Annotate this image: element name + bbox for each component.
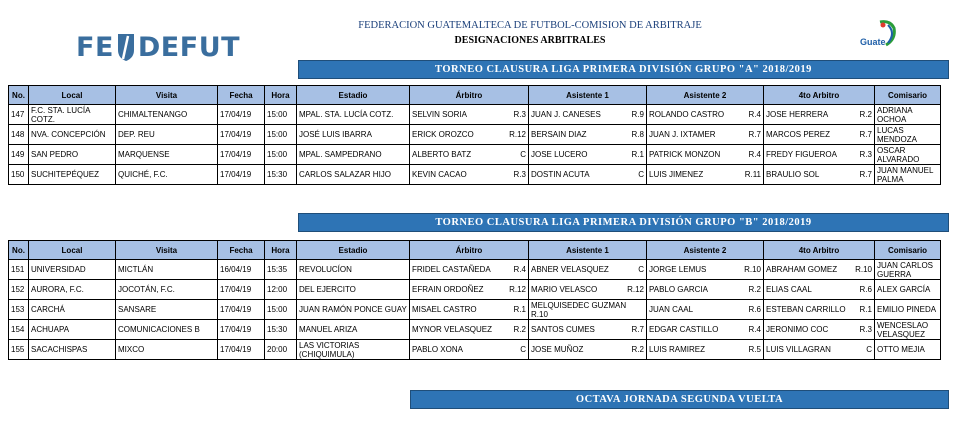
group-a-table <box>8 85 941 185</box>
jornada-banner: OCTAVA JORNADA SEGUNDA VUELTA <box>410 390 949 409</box>
cell-estadio: JUAN RAMÓN PONCE GUAY <box>297 300 410 320</box>
cell-asis1 <box>529 105 647 125</box>
cell-fecha: 16/04/19 <box>218 260 265 280</box>
cell-asis1 <box>529 300 647 320</box>
asis2-name: EDGAR CASTILLO <box>649 325 719 334</box>
column-header: Local <box>29 86 116 105</box>
cell-estadio: DEL EJERCITO <box>297 280 410 300</box>
asis1-region: R.8 <box>631 130 644 139</box>
cell-no: 148 <box>9 125 29 145</box>
group-a-banner: TORNEO CLAUSURA LIGA PRIMERA DIVISIÓN GRUPO "A" 2018/2019 <box>298 60 949 79</box>
cuarto-name: ABRAHAM GOMEZ <box>766 265 838 274</box>
asis1-name: MARIO VELASCO <box>531 285 598 294</box>
arbitro-region: R.2 <box>513 325 526 334</box>
table-row <box>9 280 941 300</box>
table-header <box>9 86 941 105</box>
arbitro-name: ERICK OROZCO <box>412 130 474 139</box>
cell-estadio: CARLOS SALAZAR HIJO <box>297 165 410 185</box>
arbitro-name: KEVIN CACAO <box>412 170 467 179</box>
fedefut-logo <box>76 28 246 66</box>
cuarto-name: JOSE HERRERA <box>766 110 829 119</box>
column-header: No. <box>9 86 29 105</box>
cell-asis1 <box>529 125 647 145</box>
column-header: Asistente 1 <box>529 241 647 260</box>
cell-visita: JOCOTÁN, F.C. <box>116 280 218 300</box>
cell-fecha: 17/04/19 <box>218 340 265 360</box>
cell-comisario: JUAN CARLOS GUERRA <box>875 260 941 280</box>
asis1-region: R.2 <box>631 345 644 354</box>
cell-estadio: LAS VICTORIAS (CHIQUIMULA) <box>297 340 410 360</box>
cuarto-name: ELIAS CAAL <box>766 285 812 294</box>
cell-asis1 <box>529 340 647 360</box>
cell-local: ACHUAPA <box>29 320 116 340</box>
cell-fecha: 17/04/19 <box>218 300 265 320</box>
cuarto-region: R.10 <box>855 265 872 274</box>
table-header <box>9 241 941 260</box>
cell-cuarto <box>764 320 875 340</box>
column-header: Visita <box>116 86 218 105</box>
table-row <box>9 260 941 280</box>
cuarto-region: R.6 <box>859 285 872 294</box>
cell-no: 154 <box>9 320 29 340</box>
column-header: 4to Arbitro <box>764 86 875 105</box>
asis2-name: PABLO GARCIA <box>649 285 708 294</box>
cuarto-region: R.1 <box>859 305 872 314</box>
asis1-region: C <box>638 265 644 274</box>
cell-hora: 15:00 <box>265 300 297 320</box>
group-b-table <box>8 240 941 360</box>
cell-hora: 15:35 <box>265 260 297 280</box>
cell-arbitro <box>410 300 529 320</box>
column-header: Fecha <box>218 86 265 105</box>
cuarto-name: ESTEBAN CARRILLO <box>766 305 846 314</box>
asis1-name: JOSE MUÑOZ <box>531 345 584 354</box>
cell-asis2 <box>647 320 764 340</box>
asis1-name: DOSTIN ACUTA <box>531 170 590 179</box>
cell-estadio: JOSÉ LUIS IBARRA <box>297 125 410 145</box>
arbitro-region: C <box>520 150 526 159</box>
cell-no: 152 <box>9 280 29 300</box>
column-header: Asistente 2 <box>647 86 764 105</box>
cuarto-region: R.7 <box>859 170 872 179</box>
column-header: Estadio <box>297 86 410 105</box>
asis1-name: MELQUISEDEC GUZMAN R.10 <box>531 300 627 319</box>
cell-visita: SANSARE <box>116 300 218 320</box>
cell-visita: DEP. REU <box>116 125 218 145</box>
table-row <box>9 145 941 165</box>
column-header: Visita <box>116 241 218 260</box>
table-row <box>9 105 941 125</box>
cell-asis2 <box>647 300 764 320</box>
arbitro-region: R.3 <box>513 170 526 179</box>
asis2-region: R.10 <box>744 265 761 274</box>
arbitro-name: PABLO XONA <box>412 345 463 354</box>
cell-arbitro <box>410 280 529 300</box>
cell-cuarto <box>764 280 875 300</box>
asis2-region: R.4 <box>748 325 761 334</box>
cell-asis2 <box>647 340 764 360</box>
cuarto-name: MARCOS PEREZ <box>766 130 831 139</box>
cell-arbitro <box>410 340 529 360</box>
cell-asis2 <box>647 145 764 165</box>
cell-hora: 15:30 <box>265 320 297 340</box>
cell-fecha: 17/04/19 <box>218 320 265 340</box>
cell-asis2 <box>647 165 764 185</box>
cuarto-name: JERONIMO COC <box>766 325 829 334</box>
asis2-region: R.4 <box>748 110 761 119</box>
arbitro-region: R.12 <box>509 130 526 139</box>
cell-cuarto <box>764 105 875 125</box>
cell-no: 155 <box>9 340 29 360</box>
cell-comisario: ALEX GARCÍA <box>875 280 941 300</box>
table-body <box>9 260 941 360</box>
arbitro-name: EFRAIN ORDOÑEZ <box>412 285 484 294</box>
asis1-region: R.7 <box>631 325 644 334</box>
cell-comisario: EMILIO PINEDA <box>875 300 941 320</box>
asis2-name: JUAN CAAL <box>649 305 694 314</box>
arbitro-region: R.12 <box>509 285 526 294</box>
asis2-name: ROLANDO CASTRO <box>649 110 725 119</box>
cuarto-name: FREDY FIGUEROA <box>766 150 837 159</box>
cell-arbitro <box>410 260 529 280</box>
column-header: Estadio <box>297 241 410 260</box>
cell-no: 151 <box>9 260 29 280</box>
cell-visita: QUICHÉ, F.C. <box>116 165 218 185</box>
cell-no: 153 <box>9 300 29 320</box>
cell-asis1 <box>529 320 647 340</box>
asis1-name: SANTOS CUMES <box>531 325 595 334</box>
cell-hora: 20:00 <box>265 340 297 360</box>
cell-fecha: 17/04/19 <box>218 145 265 165</box>
column-header: Asistente 1 <box>529 86 647 105</box>
cuarto-region: R.3 <box>859 325 872 334</box>
arbitro-name: FRIDEL CASTAÑEDA <box>412 265 491 274</box>
cell-cuarto <box>764 300 875 320</box>
column-header: Asistente 2 <box>647 241 764 260</box>
logo-text-left: FE <box>76 31 114 63</box>
cell-local: F.C. STA. LUCÍA COTZ. <box>29 105 116 125</box>
cell-cuarto <box>764 260 875 280</box>
column-header: 4to Arbitro <box>764 241 875 260</box>
cell-hora: 12:00 <box>265 280 297 300</box>
cell-estadio: REVOLUCÍON <box>297 260 410 280</box>
asis1-name: ABNER VELASQUEZ <box>531 265 609 274</box>
table-row <box>9 125 941 145</box>
arbitro-name: MISAEL CASTRO <box>412 305 477 314</box>
guate-text: Guate <box>860 37 886 47</box>
cell-cuarto <box>764 145 875 165</box>
cell-cuarto <box>764 125 875 145</box>
column-header: Hora <box>265 241 297 260</box>
column-header: Árbitro <box>410 241 529 260</box>
cell-local: UNIVERSIDAD <box>29 260 116 280</box>
cell-comisario: OTTO MEJIA <box>875 340 941 360</box>
federation-title: FEDERACION GUATEMALTECA DE FUTBOL-COMISION DE ARBITRAJE <box>358 20 702 31</box>
cell-asis2 <box>647 260 764 280</box>
cell-local: SACACHISPAS <box>29 340 116 360</box>
logo-text-right: DEFUT <box>137 31 241 63</box>
cell-fecha: 17/04/19 <box>218 125 265 145</box>
cell-estadio: MPAL. SAMPEDRANO <box>297 145 410 165</box>
asis1-name: JOSE LUCERO <box>531 150 588 159</box>
asis2-name: JORGE LEMUS <box>649 265 707 274</box>
table-row <box>9 320 941 340</box>
asis2-region: R.2 <box>748 285 761 294</box>
cell-estadio: MPAL. STA. LUCÍA COTZ. <box>297 105 410 125</box>
cell-arbitro <box>410 125 529 145</box>
header-row <box>9 86 941 105</box>
cell-local: SUCHITEPÉQUEZ <box>29 165 116 185</box>
cuarto-region: R.2 <box>859 110 872 119</box>
column-header: Fecha <box>218 241 265 260</box>
cell-arbitro <box>410 145 529 165</box>
cell-asis1 <box>529 260 647 280</box>
cell-comisario: LUCAS MENDOZA <box>875 125 941 145</box>
table-row <box>9 340 941 360</box>
cell-hora: 15:00 <box>265 105 297 125</box>
asis1-region: R.1 <box>631 150 644 159</box>
cell-comisario: ADRIANA OCHOA <box>875 105 941 125</box>
cell-arbitro <box>410 320 529 340</box>
cell-cuarto <box>764 165 875 185</box>
cell-visita: MICTLÁN <box>116 260 218 280</box>
cell-no: 150 <box>9 165 29 185</box>
asis2-name: JUAN J. IXTAMER <box>649 130 716 139</box>
cell-asis2 <box>647 125 764 145</box>
arbitro-region: R.1 <box>513 305 526 314</box>
column-header: Local <box>29 241 116 260</box>
cell-local: SAN PEDRO <box>29 145 116 165</box>
cell-no: 147 <box>9 105 29 125</box>
arbitro-region: R.3 <box>513 110 526 119</box>
cell-estadio: MANUEL ARIZA <box>297 320 410 340</box>
cell-asis2 <box>647 280 764 300</box>
table-row <box>9 165 941 185</box>
column-header: Comisario <box>875 86 941 105</box>
cell-visita: MARQUENSE <box>116 145 218 165</box>
cuarto-name: BRAULIO SOL <box>766 170 820 179</box>
cell-asis1 <box>529 165 647 185</box>
cell-asis1 <box>529 280 647 300</box>
asis1-name: JUAN J. CANESES <box>531 110 601 119</box>
cell-fecha: 17/04/19 <box>218 165 265 185</box>
asis2-name: LUIS RAMIREZ <box>649 345 706 354</box>
header-row <box>9 241 941 260</box>
designations-title: DESIGNACIONES ARBITRALES <box>454 35 606 46</box>
cuarto-region: R.3 <box>859 150 872 159</box>
cell-fecha: 17/04/19 <box>218 280 265 300</box>
cell-hora: 15:30 <box>265 165 297 185</box>
arbitro-region: R.4 <box>513 265 526 274</box>
column-header: Árbitro <box>410 86 529 105</box>
arbitro-name: ALBERTO BATZ <box>412 150 472 159</box>
cell-comisario: JUAN MANUEL PALMA <box>875 165 941 185</box>
cell-comisario: WENCESLAO VELASQUEZ <box>875 320 941 340</box>
asis2-region: R.7 <box>748 130 761 139</box>
arbitro-name: MYNOR VELASQUEZ <box>412 325 493 334</box>
cuarto-region: C <box>866 345 872 354</box>
cell-asis2 <box>647 105 764 125</box>
cuarto-name: LUIS VILLAGRAN <box>766 345 831 354</box>
column-header: Hora <box>265 86 297 105</box>
column-header: Comisario <box>875 241 941 260</box>
cell-hora: 15:00 <box>265 145 297 165</box>
asis2-region: R.11 <box>744 170 761 179</box>
column-header: No. <box>9 241 29 260</box>
cell-hora: 15:00 <box>265 125 297 145</box>
cell-visita: CHIMALTENANGO <box>116 105 218 125</box>
cell-local: AURORA, F.C. <box>29 280 116 300</box>
asis2-region: R.4 <box>748 150 761 159</box>
asis2-name: PATRICK MONZON <box>649 150 721 159</box>
asis1-region: C <box>638 170 644 179</box>
group-b-banner: TORNEO CLAUSURA LIGA PRIMERA DIVISIÓN GRUPO "B" 2018/2019 <box>298 213 949 232</box>
arbitro-name: SELVIN SORIA <box>412 110 467 119</box>
cuarto-region: R.7 <box>859 130 872 139</box>
cell-arbitro <box>410 165 529 185</box>
asis2-region: R.5 <box>748 345 761 354</box>
asis2-region: R.6 <box>748 305 761 314</box>
guate-logo <box>858 19 898 53</box>
arbitro-region: C <box>520 345 526 354</box>
cell-comisario: OSCAR ALVARADO <box>875 145 941 165</box>
cell-visita: MIXCO <box>116 340 218 360</box>
cell-local: NVA. CONCEPCIÓN <box>29 125 116 145</box>
cell-asis1 <box>529 145 647 165</box>
cell-cuarto <box>764 340 875 360</box>
cell-fecha: 17/04/19 <box>218 105 265 125</box>
cell-no: 149 <box>9 145 29 165</box>
cell-local: CARCHÁ <box>29 300 116 320</box>
asis1-name: BERSAIN DIAZ <box>531 130 587 139</box>
table-body <box>9 105 941 185</box>
shield-icon <box>117 32 135 62</box>
cell-visita: COMUNICACIONES B <box>116 320 218 340</box>
table-row <box>9 300 941 320</box>
asis1-region: R.12 <box>627 285 644 294</box>
cell-arbitro <box>410 105 529 125</box>
asis1-region: R.9 <box>631 110 644 119</box>
asis2-name: LUIS JIMENEZ <box>649 170 704 179</box>
